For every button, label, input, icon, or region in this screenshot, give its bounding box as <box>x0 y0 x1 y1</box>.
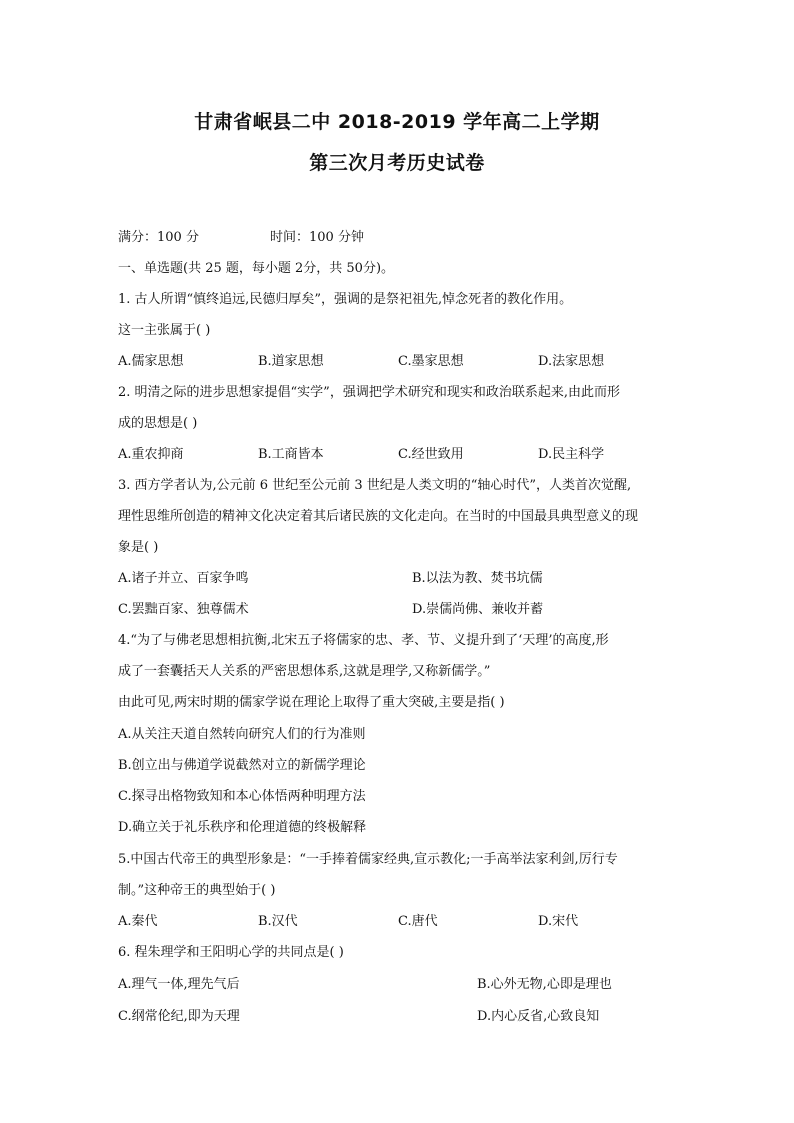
q1-option-b: B.道家思想 <box>258 354 324 369</box>
q5-stem-line2: 制。”这种帝王的典型始于( ) <box>118 883 276 898</box>
q6-option-d: D.内心反省,心致良知 <box>477 1009 600 1024</box>
q3-stem-line1: 3. 西方学者认为,公元前 6 世纪至公元前 3 世纪是人类文明的“轴心时代”，人类首次觉醒, <box>118 478 632 493</box>
q2-option-c: C.经世致用 <box>398 447 464 462</box>
q3-option-b: B.以法为教、焚书坑儒 <box>412 571 543 586</box>
q6-stem-line1: 6. 程朱理学和王阳明心学的共同点是( ) <box>118 945 344 960</box>
full-score: 满分：100 分 <box>118 230 199 245</box>
q2-option-d: D.民主科学 <box>538 447 605 462</box>
q1-stem-line2: 这一主张属于( ) <box>118 323 211 338</box>
q4-stem-line2: 成了一套囊括天人关系的严密思想体系,这就是理学,又称新儒学。” <box>118 664 491 679</box>
q5-option-c: C.唐代 <box>398 914 438 929</box>
q1-option-a: A.儒家思想 <box>118 354 184 369</box>
q4-option-d: D.确立关于礼乐秩序和伦理道德的终极解释 <box>118 820 367 835</box>
q4-stem-line3: 由此可见,两宋时期的儒家学说在理论上取得了重大突破,主要是指( ) <box>118 695 505 710</box>
q3-stem-line3: 象是( ) <box>118 540 159 555</box>
q5-option-a: A.秦代 <box>118 914 158 929</box>
q3-stem-line2: 理性思维所创造的精神文化决定着其后诸民族的文化走向。在当时的中国最具典型意义的现 <box>118 509 639 524</box>
q2-option-a: A.重农抑商 <box>118 447 184 462</box>
exam-time: 时间：100 分钟 <box>270 230 364 245</box>
q5-stem-line1: 5.中国古代帝王的典型形象是：“一手捧着儒家经典,宣示教化;一手高举法家利剑,厉行专 <box>118 852 618 867</box>
q1-option-d: D.法家思想 <box>538 354 605 369</box>
section-heading: 一、单选题(共 25 题，每小题 2分，共 50分)。 <box>118 261 395 276</box>
q2-option-b: B.工商皆本 <box>258 447 324 462</box>
q6-option-a: A.理气一体,理先气后 <box>118 977 240 992</box>
exam-title: 甘肃省岷县二中 2018-2019 学年高二上学期 <box>194 111 600 133</box>
q5-option-d: D.宋代 <box>538 914 579 929</box>
q2-stem-line2: 成的思想是( ) <box>118 416 198 431</box>
q6-option-b: B.心外无物,心即是理也 <box>477 977 612 992</box>
q3-option-a: A.诸子并立、百家争鸣 <box>118 571 249 586</box>
q4-option-a: A.从关注天道自然转向研究人们的行为准则 <box>118 727 366 742</box>
q4-option-c: C.探寻出格物致知和本心体悟两种明理方法 <box>118 789 366 804</box>
q6-option-c: C.纲常伦纪,即为天理 <box>118 1009 240 1024</box>
q1-stem-line1: 1. 古人所谓“慎终追远,民德归厚矣”，强调的是祭祀祖先,悼念死者的教化作用。 <box>118 292 573 307</box>
q3-option-c: C.罢黜百家、独尊儒术 <box>118 602 249 617</box>
q4-stem-line1: 4.“为了与佛老思想相抗衡,北宋五子将儒家的忠、孝、节、义提升到了‘天理’的高度,形 <box>118 633 609 648</box>
q1-option-c: C.墨家思想 <box>398 354 464 369</box>
exam-subtitle: 第三次月考历史试卷 <box>309 152 485 174</box>
q5-option-b: B.汉代 <box>258 914 298 929</box>
q2-stem-line1: 2. 明清之际的进步思想家提倡“实学”，强调把学术研究和现实和政治联系起来,由此而形 <box>118 385 620 400</box>
q3-option-d: D.崇儒尚佛、兼收并蓄 <box>412 602 544 617</box>
q4-option-b: B.创立出与佛道学说截然对立的新儒学理论 <box>118 758 366 773</box>
